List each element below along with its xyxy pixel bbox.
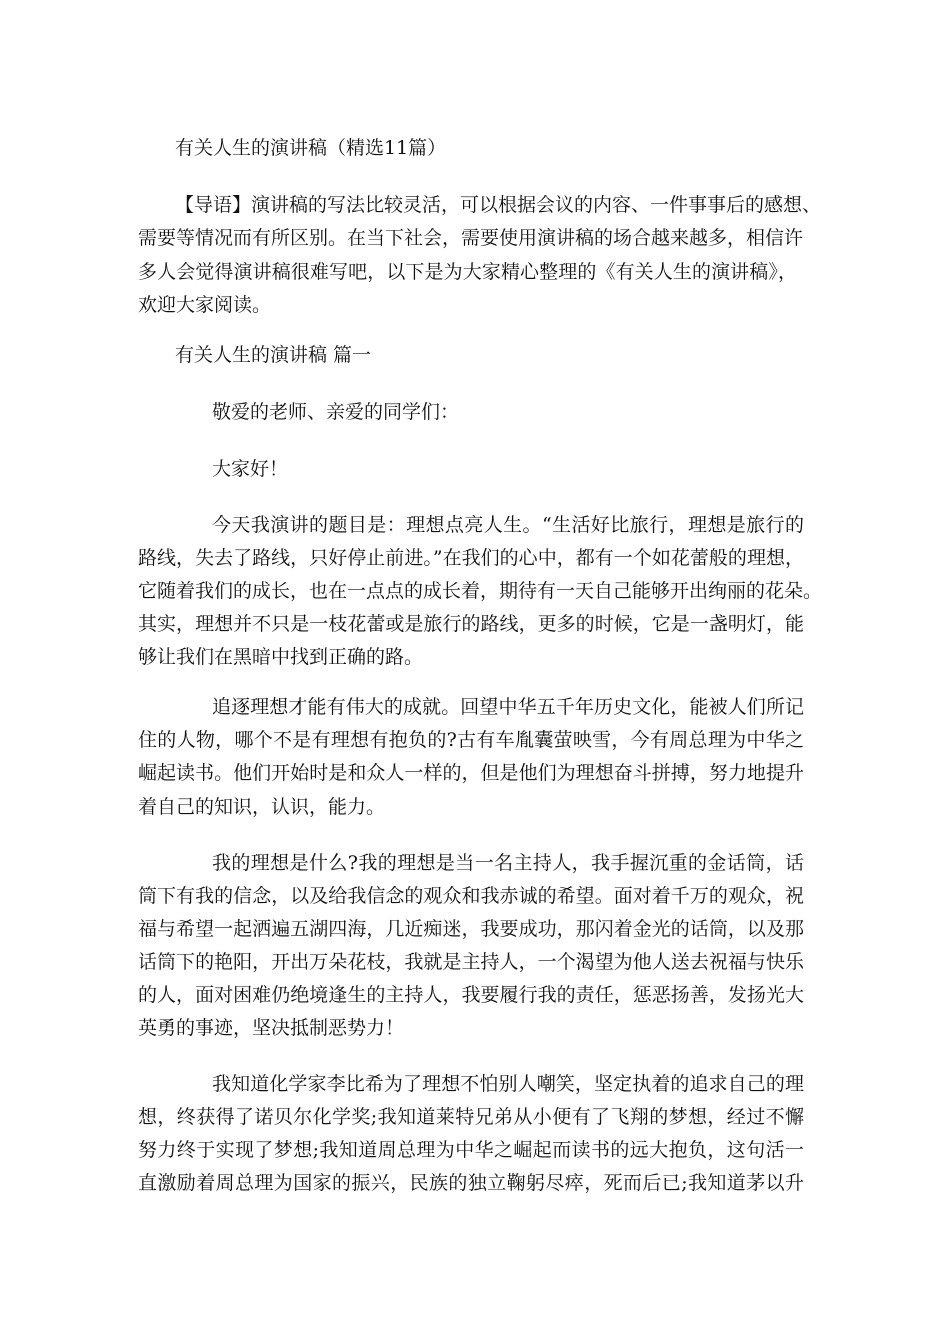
paragraph-line: 路线，失去了路线，只好停止前进。”在我们的心中，都有一个如花蕾般的理想， <box>138 547 804 569</box>
paragraph-line: 它随着我们的成长，也在一点点的成长着，期待有一天自己能够开出绚丽的花朵。 <box>138 580 823 602</box>
paragraph-line: 住的人物，哪个不是有理想有抱负的?古有车胤囊萤映雪，今有周总理为中华之 <box>138 729 804 751</box>
intro-line: 需要等情况而有所区别。在当下社会，需要使用演讲稿的场合越来越多，相信许 <box>138 227 804 249</box>
intro-line: 欢迎大家阅读。 <box>138 294 272 316</box>
paragraph-line: 其实，理想并不只是一枝花蕾或是旅行的路线，更多的时候，它是一盏明灯，能 <box>138 613 804 635</box>
section-heading: 有关人生的演讲稿 篇一 <box>175 344 372 366</box>
document-title: 有关人生的演讲稿（精选11篇） <box>175 137 447 159</box>
paragraph-line: 追逐理想才能有伟大的成就。回望中华五千年历史文化，能被人们所记 <box>212 696 804 718</box>
paragraph-line: 我的理想是什么?我的理想是当一名主持人，我手握沉重的金话筒，话 <box>212 852 804 874</box>
paragraph-line: 够让我们在黑暗中找到正确的路。 <box>138 646 424 668</box>
paragraph-line: 努力终于实现了梦想;我知道周总理为中华之崛起而读书的远大抱负，这句活一 <box>138 1139 804 1161</box>
paragraph-line: 话筒下的艳阳，开出万朵花枝，我就是主持人，一个渴望为他人送去祝福与快乐 <box>138 951 804 973</box>
paragraph-line: 筒下有我的信念，以及给我信念的观众和我赤诚的希望。面对着千万的观众，祝 <box>138 885 804 907</box>
greeting-line: 大家好！ <box>212 458 289 480</box>
greeting-line: 敬爱的老师、亲爱的同学们： <box>212 401 460 423</box>
paragraph-line: 福与希望一起洒遍五湖四海，几近痴迷，我要成功，那闪着金光的话筒，以及那 <box>138 918 804 940</box>
paragraph-line: 英勇的事迹，坚决抵制恶势力！ <box>138 1017 405 1039</box>
paragraph-line: 着自己的知识，认识，能力。 <box>138 796 386 818</box>
intro-line: 【导语】演讲稿的写法比较灵活，可以根据会议的内容、一件事事后的感想、 <box>175 194 822 216</box>
paragraph-line: 的人，面对困难仍绝境逢生的主持人，我要履行我的责任，惩恶扬善，发扬光大 <box>138 984 804 1006</box>
intro-line: 多人会觉得演讲稿很难写吧，以下是为大家精心整理的《有关人生的演讲稿》， <box>138 261 797 283</box>
paragraph-line: 我知道化学家李比希为了理想不怕别人嘲笑，坚定执着的追求自己的理 <box>212 1073 804 1095</box>
paragraph-line: 想，终获得了诺贝尔化学奖;我知道莱特兄弟从小便有了飞翔的梦想，经过不懈 <box>138 1106 804 1128</box>
paragraph-line: 今天我演讲的题目是：理想点亮人生。“生活好比旅行，理想是旅行的 <box>212 514 804 536</box>
paragraph-line: 直激励着周总理为国家的振兴，民族的独立鞠躬尽瘁，死而后已;我知道茅以升 <box>138 1172 804 1194</box>
paragraph-line: 崛起读书。他们开始时是和众人一样的，但是他们为理想奋斗拼搏，努力地提升 <box>138 762 804 784</box>
